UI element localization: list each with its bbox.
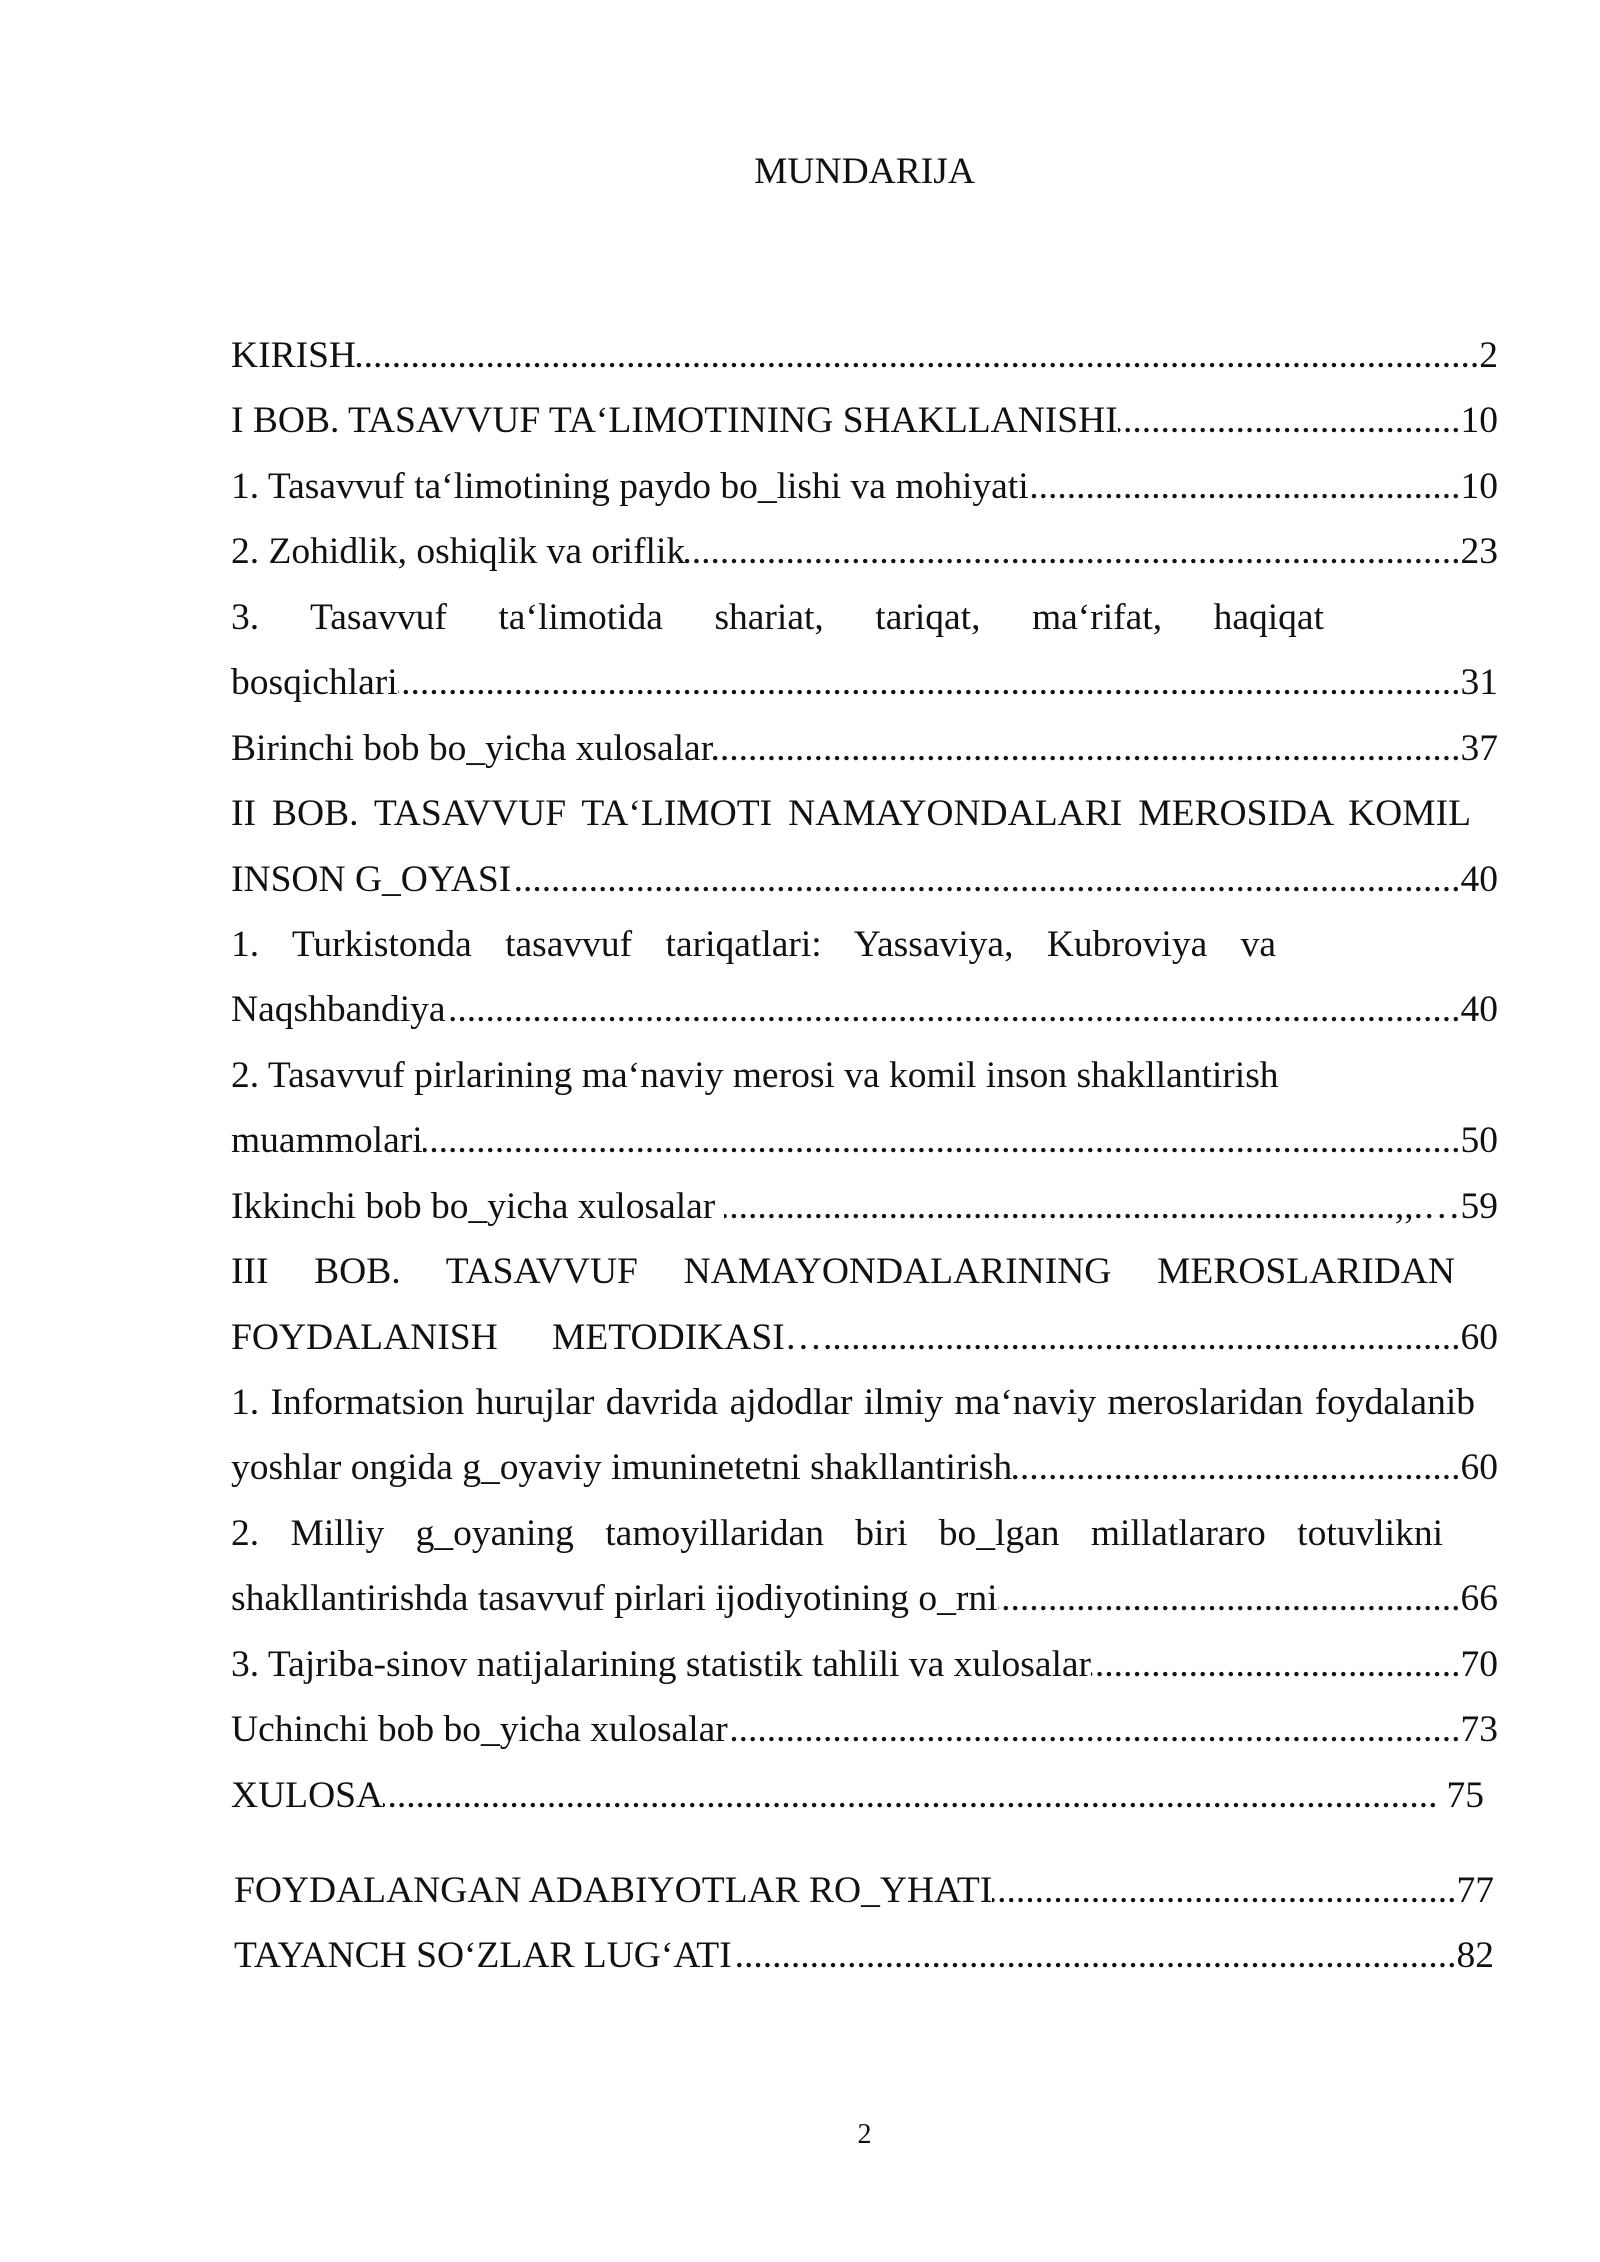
toc-entry-2-2-line-1: 2. Tasavvuf pirlarining ma‘naviy merosi va komil inson shakllantirish <box>231 1054 1279 1096</box>
toc-entry-title: Birinchi bob bo_yicha xulosalar <box>231 727 714 769</box>
toc-entry-chapter-3-conclusion <box>231 1697 1498 1762</box>
toc-entry-title: 3. Tajriba-sinov natijalarining statistik tahlili va xulosalar <box>231 1643 1092 1685</box>
toc-page-number: 77 <box>1456 1870 1494 1911</box>
dot-leader <box>1091 1632 1460 1697</box>
toc-entry-title: shakllantirishda tasavvuf pirlari ijodiyotining o_rni <box>231 1578 998 1620</box>
page-title: MUNDARIJA <box>754 151 975 192</box>
toc-page-number: 60 <box>1460 1316 1498 1358</box>
toc-page-number: 10 <box>1460 465 1498 507</box>
dot-leader <box>713 716 1460 781</box>
toc-entry-title: muammolari <box>231 1120 423 1162</box>
toc-entry-chapter-3 <box>231 1305 1498 1370</box>
toc-page-number: 70 <box>1460 1643 1498 1685</box>
toc-entry-2-1-line-1: 1. Turkistonda tasavvuf tariqatlari: Yassaviya, Kubroviya va <box>231 923 1276 965</box>
dot-leader <box>724 1174 1395 1239</box>
toc-entry-3-2 <box>231 1566 1498 1631</box>
dot-leader <box>732 1923 1457 1988</box>
toc-entry-title: KIRISH <box>231 335 357 376</box>
dot-leader <box>511 847 1460 912</box>
toc-page-number: 59 <box>1460 1185 1498 1227</box>
toc-entry-chapter-1 <box>231 388 1498 453</box>
dot-leader <box>423 1108 1461 1173</box>
toc-entry-2-1 <box>231 977 1498 1042</box>
toc-page-number: 10 <box>1460 400 1498 442</box>
dot-leader <box>446 977 1461 1042</box>
toc-page-number: 60 <box>1460 1447 1498 1489</box>
dot-leader <box>398 650 1461 715</box>
toc-entry-title: FOYDALANGAN ADABIYOTLAR RO_YHATI <box>234 1870 993 1911</box>
toc-entry-3-2-line-1: 2. Milliy g_oyaning tamoyillaridan biri bo_lgan millatlararo totuvlikni <box>231 1512 1443 1554</box>
toc-entry-glossary <box>234 1923 1494 1988</box>
toc-entry-title: XULOSA <box>231 1774 384 1816</box>
dot-leader <box>685 519 1460 584</box>
toc-entry-title: Ikkinchi bob bo_yicha xulosalar <box>231 1185 716 1227</box>
toc-entry-title: 2. Zohidlik, oshiqlik va oriflik <box>231 531 686 573</box>
dot-leader <box>992 1858 1456 1923</box>
toc-entry-chapter-2 <box>231 847 1498 912</box>
toc-entry-kirish <box>231 323 1498 388</box>
toc-page-number: 37 <box>1460 727 1498 769</box>
toc-entry-title: yoshlar ongida g_oyaviy imuninetetni shakllantirish <box>231 1447 1013 1489</box>
toc-page-number: 50 <box>1460 1120 1498 1162</box>
toc-page-number: 75 <box>1446 1774 1484 1816</box>
toc-page-number: 66 <box>1460 1578 1498 1620</box>
toc-entry-xulosa <box>231 1763 1484 1828</box>
toc-page-number: 82 <box>1456 1935 1494 1977</box>
toc-entry-1-1 <box>231 454 1498 519</box>
dot-leader <box>356 323 1479 388</box>
toc-entry-1-3 <box>231 650 1498 715</box>
dot-leader <box>822 1305 1460 1370</box>
toc-entry-title: bosqichlari <box>231 662 398 704</box>
dot-leader <box>383 1763 1437 1828</box>
toc-page-number: 31 <box>1460 662 1498 704</box>
table-of-contents <box>231 323 1498 1828</box>
toc-entry-2-2 <box>231 1108 1498 1173</box>
toc-entry-3-3 <box>231 1632 1498 1697</box>
toc-entry-title: I BOB. TASAVVUF TA‘LIMOTINING SHAKLLANISHI <box>231 400 1118 442</box>
toc-entry-title: Naqshbandiya <box>231 989 446 1031</box>
toc-entry-title: TAYANCH SO‘ZLAR LUG‘ATI <box>234 1935 732 1977</box>
toc-entry-chapter-2-conclusion <box>231 1174 1498 1239</box>
toc-entry-1-3-line-1: 3. Tasavvuf ta‘limotida shariat, tariqat, ma‘rifat, haqiqat <box>231 596 1324 638</box>
toc-entry-chapter-3-line-1: III BOB. TASAVVUF NAMAYONDALARINING MEROSLARIDAN <box>231 1251 1455 1293</box>
dot-leader <box>1012 1435 1460 1500</box>
toc-page-number: 73 <box>1460 1709 1498 1751</box>
toc-page-number: 40 <box>1460 989 1498 1031</box>
toc-entry-3-1 <box>231 1435 1498 1500</box>
toc-entry-chapter-1-conclusion <box>231 716 1498 781</box>
leader-tail: ,,.… <box>1394 1185 1461 1227</box>
dot-leader <box>998 1566 1461 1631</box>
dot-leader <box>1029 454 1461 519</box>
table-of-contents-appendix <box>234 1858 1494 1989</box>
toc-entry-3-1-line-1: 1. Informatsion hurujlar davrida ajdodlar ilmiy ma‘naviy meroslaridan foydalanib <box>231 1382 1475 1423</box>
toc-entry-title: FOYDALANISH METODIKASI… <box>231 1316 823 1358</box>
dot-leader <box>1118 388 1461 453</box>
toc-page-number: 40 <box>1460 858 1498 900</box>
toc-page-number: 23 <box>1460 531 1498 573</box>
toc-entry-bibliography <box>234 1858 1494 1923</box>
toc-entry-title: INSON G_OYASI <box>231 858 512 900</box>
toc-entry-title: Uchinchi bob bo_yicha xulosalar <box>231 1709 728 1751</box>
toc-entry-1-2 <box>231 519 1498 584</box>
toc-entry-chapter-2-line-1: II BOB. TASAVVUF TA‘LIMOTI NAMAYONDALARI MEROSIDA KOMIL <box>231 793 1471 835</box>
page-number: 2 <box>857 2119 872 2150</box>
toc-entry-title: 1. Tasavvuf ta‘limotining paydo bo_lishi va mohiyati <box>231 465 1029 507</box>
dot-leader <box>728 1697 1461 1762</box>
toc-page-number: 2 <box>1479 335 1498 376</box>
